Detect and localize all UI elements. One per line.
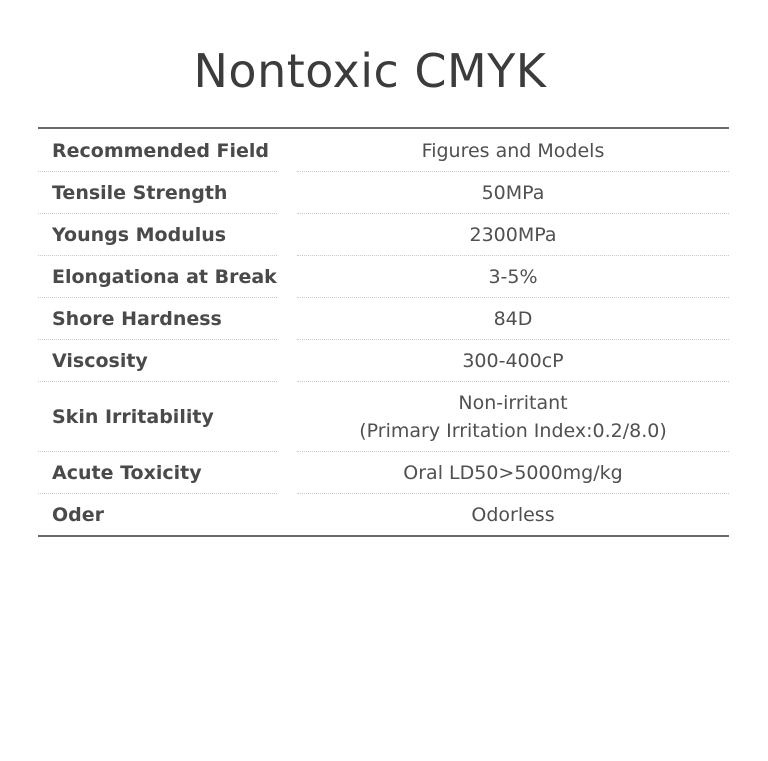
page-title: Nontoxic CMYK — [193, 44, 547, 98]
row-value — [297, 171, 729, 213]
table-row — [38, 171, 729, 213]
table-row — [38, 493, 729, 535]
row-value — [297, 213, 729, 255]
row-value — [297, 255, 729, 297]
row-value — [297, 451, 729, 493]
row-value-text: 50MPa — [481, 181, 545, 204]
row-value — [297, 381, 729, 451]
table-row — [38, 339, 729, 381]
row-label: Acute Toxicity — [38, 451, 277, 493]
spec-table — [38, 127, 729, 537]
row-value-text: Odorless — [471, 503, 555, 526]
row-value-subtext: (Primary Irritation Index:0.2/8.0) — [359, 419, 667, 442]
row-value-text: Non-irritant — [458, 391, 568, 414]
row-value-text: Oral LD50>5000mg/kg — [403, 461, 623, 484]
row-value — [297, 129, 729, 171]
row-label: Oder — [38, 493, 277, 535]
row-value-text: 3-5% — [488, 265, 538, 288]
row-label: Shore Hardness — [38, 297, 277, 339]
table-row — [38, 297, 729, 339]
row-label: Youngs Modulus — [38, 213, 277, 255]
row-value-text: 300-400cP — [462, 349, 564, 372]
row-value — [297, 339, 729, 381]
table-row — [38, 129, 729, 171]
row-value-text: 84D — [493, 307, 533, 330]
row-label: Skin Irritability — [38, 381, 277, 451]
row-label: Recommended Field — [52, 140, 270, 162]
table-row — [38, 381, 729, 451]
row-value — [297, 493, 729, 535]
row-value — [297, 297, 729, 339]
row-value-text: Figures and Models — [421, 140, 605, 162]
table-row — [38, 451, 729, 493]
row-label: Elongationa at Break — [38, 255, 277, 297]
row-label: Tensile Strength — [38, 171, 277, 213]
row-label: Viscosity — [38, 339, 277, 381]
table-row — [38, 213, 729, 255]
row-value-text: 2300MPa — [469, 223, 557, 246]
table-row — [38, 255, 729, 297]
